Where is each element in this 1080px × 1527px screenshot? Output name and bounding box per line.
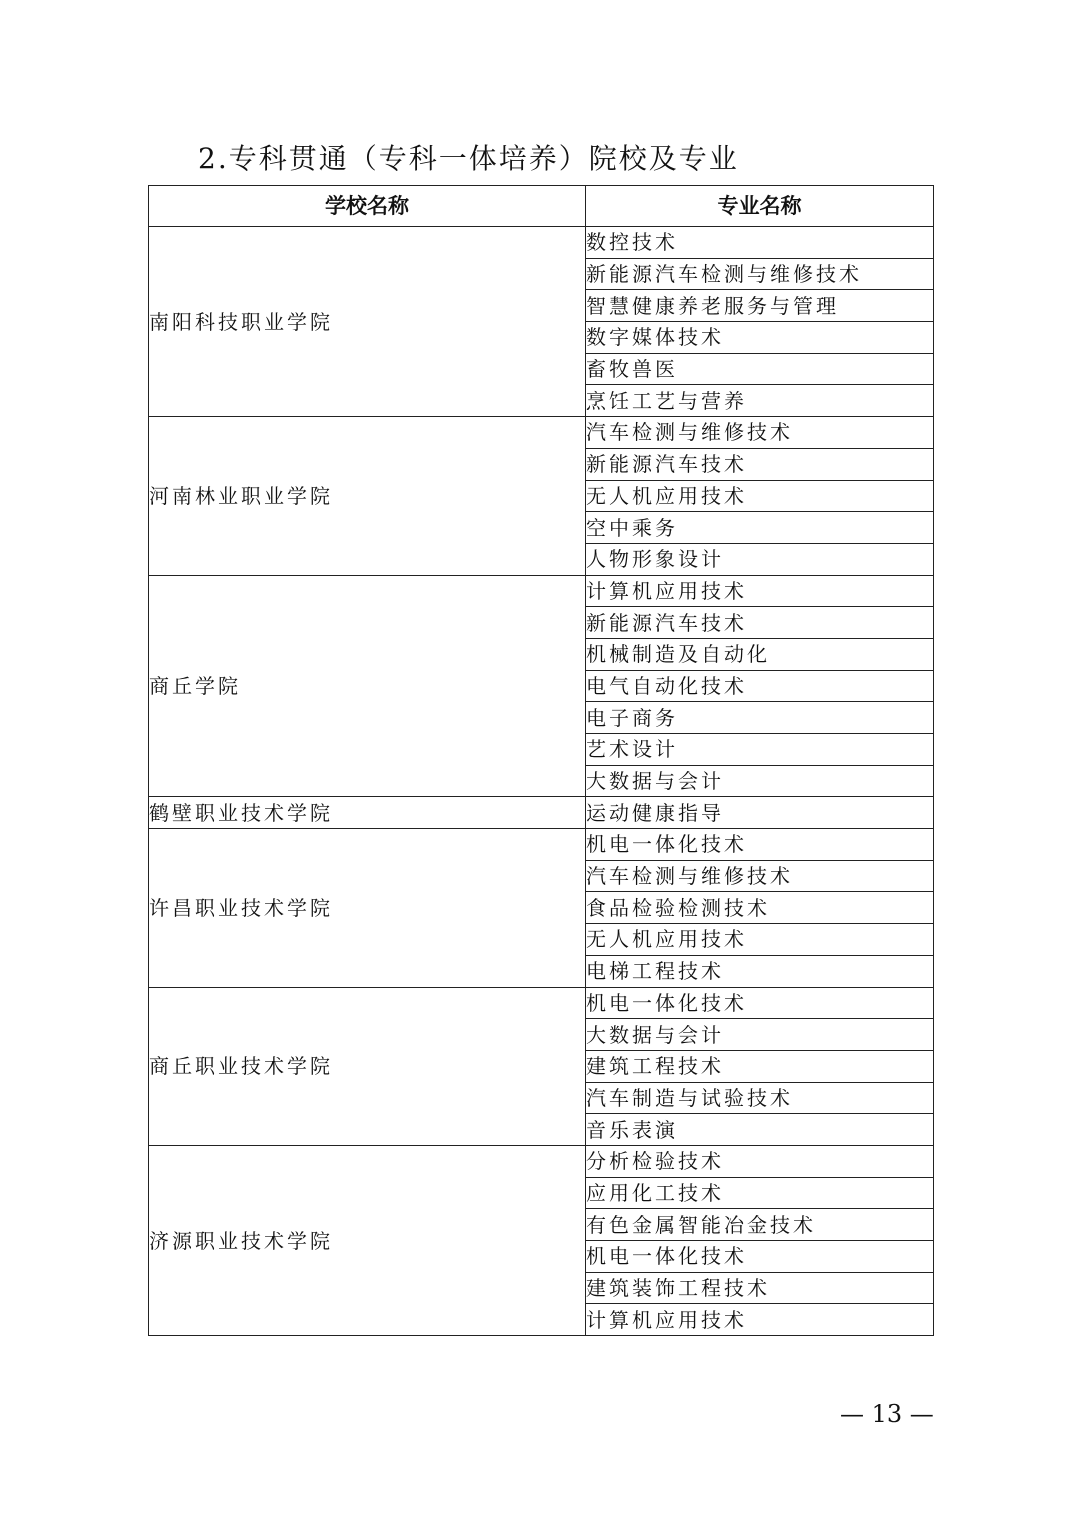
major-name-cell: 机械制造及自动化 xyxy=(586,638,934,670)
table-body xyxy=(149,227,934,1336)
major-name-cell: 烹饪工艺与营养 xyxy=(586,385,934,417)
school-name-cell: 济源职业技术学院 xyxy=(149,1145,586,1335)
major-name-cell: 音乐表演 xyxy=(586,1114,934,1146)
table-header-row xyxy=(149,186,934,227)
major-name-cell: 机电一体化技术 xyxy=(586,829,934,861)
major-name-cell: 计算机应用技术 xyxy=(586,1304,934,1336)
table-row xyxy=(149,829,934,861)
major-name-cell: 机电一体化技术 xyxy=(586,1241,934,1273)
major-name-cell: 无人机应用技术 xyxy=(586,924,934,956)
major-name-cell: 电子商务 xyxy=(586,702,934,734)
school-name-cell: 南阳科技职业学院 xyxy=(149,227,586,417)
school-name-column-header: 学校名称 xyxy=(149,186,586,227)
major-name-cell: 新能源汽车技术 xyxy=(586,448,934,480)
major-name-cell: 汽车检测与维修技术 xyxy=(586,417,934,449)
table-row xyxy=(149,575,934,607)
major-name-cell: 畜牧兽医 xyxy=(586,353,934,385)
table-row xyxy=(149,797,934,829)
table-row xyxy=(149,417,934,449)
school-name-cell: 鹤壁职业技术学院 xyxy=(149,797,586,829)
major-name-cell: 分析检验技术 xyxy=(586,1145,934,1177)
major-name-cell: 数字媒体技术 xyxy=(586,322,934,354)
major-name-cell: 人物形象设计 xyxy=(586,543,934,575)
major-name-cell: 计算机应用技术 xyxy=(586,575,934,607)
major-name-column-header: 专业名称 xyxy=(586,186,934,227)
section-heading: 2.专科贯通（专科一体培养）院校及专业 xyxy=(198,142,739,175)
major-name-cell: 建筑装饰工程技术 xyxy=(586,1272,934,1304)
major-name-cell: 无人机应用技术 xyxy=(586,480,934,512)
school-name-cell: 商丘职业技术学院 xyxy=(149,987,586,1145)
school-name-cell: 许昌职业技术学院 xyxy=(149,829,586,987)
major-name-cell: 新能源汽车技术 xyxy=(586,607,934,639)
major-name-cell: 应用化工技术 xyxy=(586,1177,934,1209)
table-row xyxy=(149,987,934,1019)
page-number: — 13 — xyxy=(840,1400,934,1428)
major-name-cell: 艺术设计 xyxy=(586,734,934,766)
major-name-cell: 新能源汽车检测与维修技术 xyxy=(586,258,934,290)
major-name-cell: 汽车检测与维修技术 xyxy=(586,860,934,892)
major-name-cell: 运动健康指导 xyxy=(586,797,934,829)
major-name-cell: 大数据与会计 xyxy=(586,1019,934,1051)
major-name-cell: 汽车制造与试验技术 xyxy=(586,1082,934,1114)
major-name-cell: 数控技术 xyxy=(586,227,934,259)
major-name-cell: 食品检验检测技术 xyxy=(586,892,934,924)
major-name-cell: 有色金属智能冶金技术 xyxy=(586,1209,934,1241)
school-name-cell: 商丘学院 xyxy=(149,575,586,797)
major-name-cell: 电气自动化技术 xyxy=(586,670,934,702)
table-row xyxy=(149,1145,934,1177)
school-major-table xyxy=(148,185,934,1336)
school-name-cell: 河南林业职业学院 xyxy=(149,417,586,575)
major-name-cell: 大数据与会计 xyxy=(586,765,934,797)
major-name-cell: 电梯工程技术 xyxy=(586,955,934,987)
major-name-cell: 智慧健康养老服务与管理 xyxy=(586,290,934,322)
major-name-cell: 机电一体化技术 xyxy=(586,987,934,1019)
major-name-cell: 建筑工程技术 xyxy=(586,1050,934,1082)
table-row xyxy=(149,227,934,259)
major-name-cell: 空中乘务 xyxy=(586,512,934,544)
